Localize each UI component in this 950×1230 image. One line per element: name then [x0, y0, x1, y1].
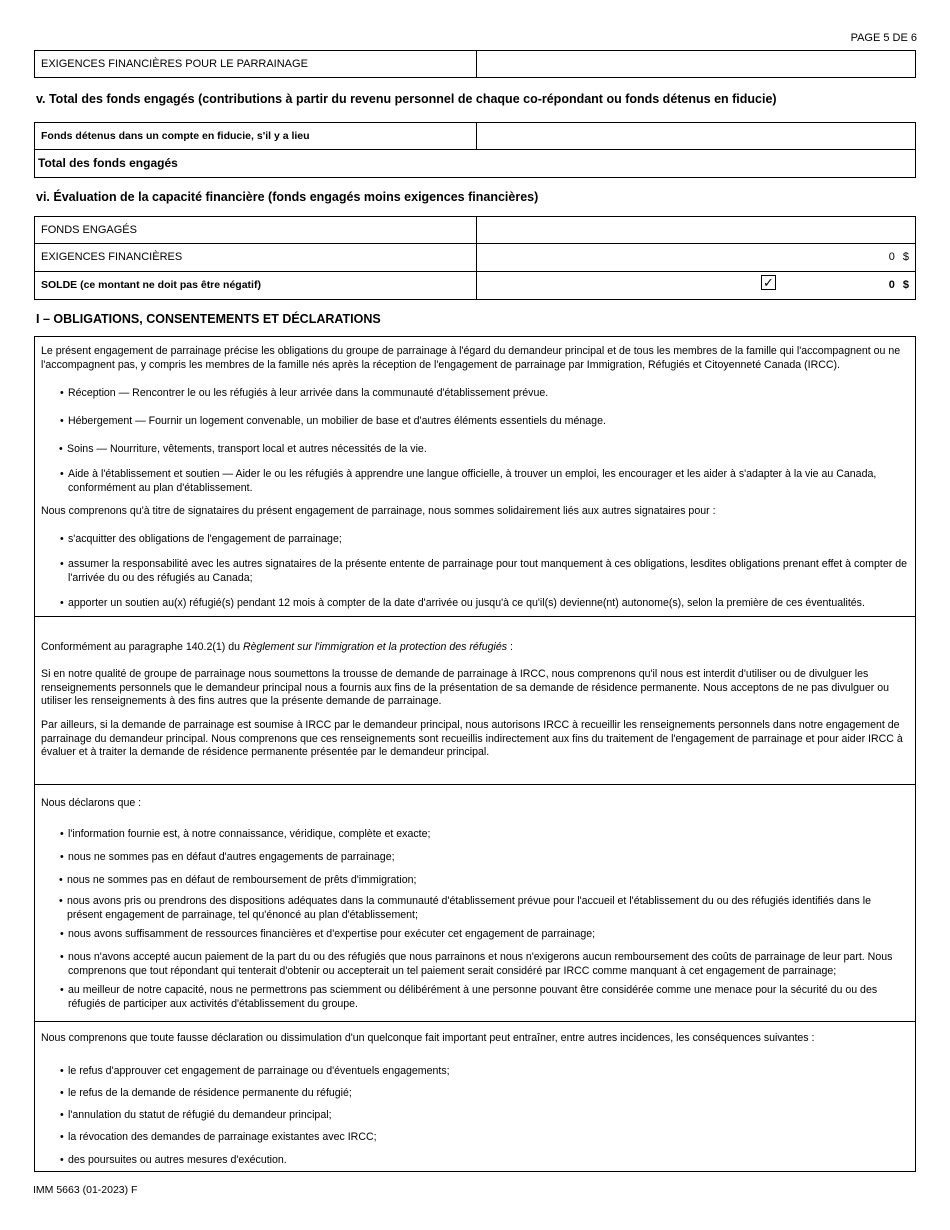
financial-requirements-row: [34, 50, 916, 78]
consequences-box: [34, 1021, 916, 1172]
obligations-middle: Nous comprenons qu'à titre de signataires du présent engagement de parrainage, nous sommes solidairement liés aux autres signataires pour :: [41, 505, 716, 517]
trust-funds-row: [34, 122, 916, 150]
balance-currency: $: [902, 279, 909, 291]
obligations-intro: Le présent engagement de parrainage précise les obligations du groupe de parrainage à l'égard du demandeur principal et de tous les membres de la famille qui l'accompagnent ou ne l'accompagnent pas, y compris les membres de la famille nés après la réception de l'engagement de parrainage par Immigration, Réfugiés et Citoyenneté Canada (IRCC).: [41, 345, 901, 371]
balance-checkbox[interactable]: ✓: [761, 275, 776, 290]
list-item: • au meilleur de notre capacité, nous ne permettrons pas sciemment ou délibérément à une personne pouvant être considérée comme une menace pour la sécurité du ou des réfugiés de participer aux activités d'établissement du groupe.: [60, 984, 878, 1010]
form-footer-code: IMM 5663 (01-2023) F: [33, 1184, 138, 1196]
requirements-row: [34, 243, 916, 272]
declarations-box: [34, 784, 916, 1022]
section-vi-title: vi. Évaluation de la capacité financière (fonds engagés moins exigences financières): [36, 190, 539, 204]
list-item: • la révocation des demandes de parrainage existantes avec IRCC;: [60, 1131, 377, 1143]
consent-box: [34, 616, 916, 785]
list-item: • nous avons suffisamment de ressources financières et d'expertise pour exécuter cet engagement de parrainage;: [60, 928, 596, 940]
list-item: • le refus de la demande de résidence permanente du réfugié;: [60, 1087, 352, 1099]
balance-row: [34, 271, 916, 300]
requirements-label: EXIGENCES FINANCIÈRES: [35, 243, 477, 271]
page-number: PAGE 5 DE 6: [850, 32, 917, 44]
balance-field[interactable]: [477, 271, 915, 299]
total-funds-label: Total des fonds engagés: [38, 156, 178, 170]
requirements-value: 0: [888, 251, 895, 263]
consent-lead: Conformément au paragraphe 140.2(1) du Règlement sur l'immigration et la protection des réfugiés :: [41, 641, 513, 653]
list-item: • nous ne sommes pas en défaut de remboursement de prêts d'immigration;: [59, 874, 417, 886]
list-item: • assumer la responsabilité avec les autres signataires de la présente entente de parrainage pour tout manquement à ces obligations, lesdites obligations prenant effet à compter de l'arrivée du ou des réfugiés au Canada;: [60, 558, 907, 584]
section-i-title: I – OBLIGATIONS, CONSENTEMENTS ET DÉCLARATIONS: [36, 312, 381, 326]
declarations-lead: Nous déclarons que :: [41, 797, 142, 809]
balance-value: 0: [888, 279, 895, 291]
list-item: • Réception — Rencontrer le ou les réfugiés à leur arrivée dans la communauté d'établissement prévue.: [60, 387, 549, 399]
trust-funds-field[interactable]: [477, 123, 915, 149]
consequences-lead: Nous comprenons que toute fausse déclaration ou dissimulation d'un quelconque fait important peut entraîner, entre autres incidences, les conséquences suivantes :: [41, 1032, 815, 1044]
total-funds-row: [34, 149, 916, 178]
list-item: • Hébergement — Fournir un logement convenable, un mobilier de base et d'autres éléments essentiels du ménage.: [60, 415, 606, 427]
balance-label: SOLDE (ce montant ne doit pas être négatif): [35, 271, 477, 299]
list-item: • nous n'avons accepté aucun paiement de la part du ou des réfugiés que nous parrainons et nous n'exigerons aucun remboursement des coûts de parrainage de leur part. Nous comprenons que tout répondant qui tenterait d'obtenir ou accepterait un tel paiement serait considéré par IRCC comme manquant à cet engagement de parrainage;: [60, 951, 893, 977]
consent-paragraph-2: Par ailleurs, si la demande de parrainage est soumise à IRCC par le demandeur principal, nous autorisons IRCC à recueillir les renseignements personnels dans notre engagement de parrainage du demandeur principal. Nous comprenons que ces renseignements sont recueillis indirectement aux fins du traitement de l'engagement de parrainage et pour aider IRCC à évaluer et à traiter la demande de résidence permanente présentée par le demandeur principal.: [41, 719, 903, 758]
list-item: • apporter un soutien au(x) réfugié(s) pendant 12 mois à compter de la date d'arrivée ou jusqu'à ce qu'il(s) devienne(nt) autonome(s), selon la première de ces éventualités.: [60, 597, 865, 609]
list-item: • des poursuites ou autres mesures d'exécution.: [60, 1154, 287, 1166]
committed-funds-label: FONDS ENGAGÉS: [35, 217, 477, 243]
list-item: • s'acquitter des obligations de l'engagement de parrainage;: [60, 533, 342, 545]
section-v-title: v. Total des fonds engagés (contributions à partir du revenu personnel de chaque co-répondant ou fonds détenus en fiducie): [36, 92, 777, 106]
committed-funds-field[interactable]: [477, 217, 915, 243]
trust-funds-label: Fonds détenus dans un compte en fiducie, s'il y a lieu: [35, 123, 477, 149]
financial-requirements-label: EXIGENCES FINANCIÈRES POUR LE PARRAINAGE: [35, 51, 477, 77]
committed-funds-row: [34, 216, 916, 244]
list-item: • le refus d'approuver cet engagement de parrainage ou d'éventuels engagements;: [60, 1065, 450, 1077]
list-item: • nous avons pris ou prendrons des dispositions adéquates dans la communauté d'établissement prévue pour l'accueil et l'établissement du ou des réfugiés identifiés dans le présent engagement de parrainage, tel qu'énoncé au plan d'établissement;: [59, 895, 872, 921]
obligations-box: [34, 336, 916, 617]
consent-paragraph-1: Si en notre qualité de groupe de parrainage nous soumettons la trousse de demande de parrainage à IRCC, nous comprenons qu'il nous est interdit d'utiliser ou de divulguer les renseignements personnels que le demandeur principal nous a fournis aux fins de la présentation de sa demande de résidence permanente. Nous acceptons de ne pas divulguer ou utiliser les renseignements à des fins autres que la présente demande de parrainage.: [41, 668, 890, 707]
list-item: • nous ne sommes pas en défaut d'autres engagements de parrainage;: [60, 851, 395, 863]
requirements-currency: $: [902, 251, 909, 263]
list-item: • Soins — Nourriture, vêtements, transport local et autres nécessités de la vie.: [59, 443, 427, 455]
list-item: • l'annulation du statut de réfugié du demandeur principal;: [60, 1109, 332, 1121]
list-item: • Aide à l'établissement et soutien — Aider le ou les réfugiés à apprendre une langue officielle, à trouver un emploi, les encourager et les aider à s'adapter à la vie au Canada, conformément au plan d'établissement.: [60, 468, 877, 494]
requirements-field[interactable]: [477, 243, 915, 271]
financial-requirements-field[interactable]: [477, 51, 915, 77]
list-item: • l'information fournie est, à notre connaissance, véridique, complète et exacte;: [60, 828, 431, 840]
